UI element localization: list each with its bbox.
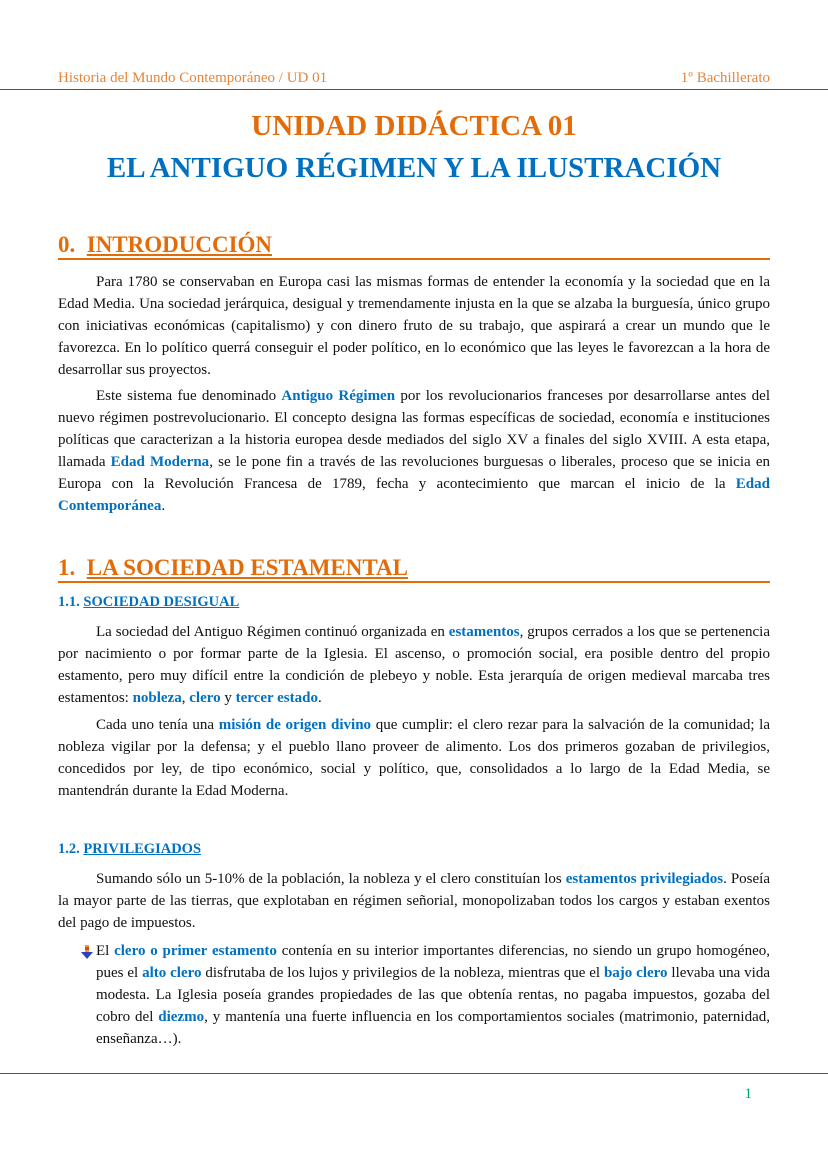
text-run: Sumando sólo un 5-10% de la población, la nobleza y el clero constituían los: [96, 871, 566, 887]
header-level: 1º Bachillerato: [680, 70, 770, 86]
text-run: por los revolucionarios franceses por desarrollarse antes del nuevo régimen postrevolucionario. El concepto designa las formas específicas de sociedad, economía e instituciones políticas que caracterizan a la historia europea desde mediados del siglo XV a finales del siglo XVIII. A esta etapa, llamada: [58, 388, 770, 470]
text-run: Cada uno tenía una: [96, 717, 219, 733]
text-run: que cumplir: el clero rezar para la salvación de la comunidad; la nobleza vigilar por la defensa; y el pueblo llano proveer de alimento. Los dos primeros gozaban de privilegios, concedidos por ley, de tipo económico, social y político, que, consolidados a lo largo de la Edad Media, se mantendrán durante la Edad Moderna.: [58, 717, 770, 799]
text-run: . Poseía la mayor parte de las tierras, que explotaban en régimen señorial, monopolizaban todos los cargos y estaban exentos del pago de impuestos.: [58, 871, 770, 931]
unit-title: UNIDAD DIDÁCTICA 01: [251, 110, 577, 142]
text-run: Para 1780 se conservaban en Europa casi las mismas formas de entender la economía y la sociedad que en la Edad Media. Una sociedad jerárquica, desigual y tremendamente injusta en la que se alzaba la burguesía, único grupo con iniciativas económicas (capitalismo) y con dinero fruto de su trabajo, que aspirará a crear un mundo que le favorezca. En lo político querrá conseguir el poder político, en lo económico que las leyes le favorezcan a la hora de desarrollar sus proyectos.: [58, 274, 770, 378]
text-run: , y mantenía una fuerte influencia en los comportamientos sociales (matrimonio, paternidad, enseñanza…).: [96, 1009, 770, 1047]
highlighted-term: tercer estado: [235, 690, 318, 706]
header-course: Historia del Mundo Contemporáneo / UD 01: [58, 70, 328, 86]
highlighted-term: estamentos privilegiados: [565, 871, 724, 887]
subsection-number: 1.2.: [58, 841, 80, 857]
paragraph: [58, 714, 770, 802]
section-number: 1.: [58, 555, 76, 580]
text-run: y: [220, 690, 236, 706]
unit-subtitle: EL ANTIGUO RÉGIMEN Y LA ILUSTRACIÓN: [106, 152, 722, 184]
paragraph: [58, 271, 770, 381]
text-run: , grupos cerrados a los que se pertenencia por nacimiento o por formar parte de la Iglesia. El ascenso, o promoción social, era posible dentro del propio estamento, pero muy difícil entre la condición de plebeyo y noble. Esta jerarquía de origen medieval marcaba tres estamentos:: [58, 624, 770, 706]
text-run: El: [96, 943, 115, 959]
subsection-heading-privilegiados: [58, 841, 201, 858]
paragraph: [58, 868, 770, 934]
section-heading-sociedad-estamental: [58, 555, 770, 583]
highlighted-term: clero: [189, 690, 221, 706]
highlighted-term: Edad Contemporánea: [58, 476, 770, 514]
section-number: 0.: [58, 232, 76, 257]
running-header: [58, 70, 770, 87]
highlighted-term: diezmo: [158, 1009, 205, 1025]
text-run: Este sistema fue denominado: [96, 388, 282, 404]
highlighted-term: alto clero: [142, 965, 202, 981]
text-run: .: [317, 690, 322, 706]
subsection-number: 1.1.: [58, 594, 80, 610]
section-heading-introduccion: [58, 232, 770, 260]
highlighted-term: estamentos: [448, 624, 520, 640]
highlighted-term: Edad Moderna: [110, 454, 210, 470]
subsection-heading-sociedad-desigual: [58, 594, 239, 611]
subsection-label: PRIVILEGIADOS: [83, 841, 202, 857]
text-run: ,: [181, 690, 190, 706]
section-label: LA SOCIEDAD ESTAMENTAL: [86, 555, 408, 580]
subsection-label: SOCIEDAD DESIGUAL: [83, 594, 240, 610]
section-label: INTRODUCCIÓN: [86, 232, 273, 257]
highlighted-term: bajo clero: [603, 965, 668, 981]
text-run: disfrutaba de los lujos y privilegios de la nobleza, mientras que el: [201, 965, 604, 981]
highlighted-term: nobleza: [132, 690, 182, 706]
bullet-paragraph: [96, 940, 770, 1050]
text-run: , se le pone fin a través de las revoluciones burguesas o liberales, proceso que se inicia en Europa con la Revolución Francesa de 1789, fecha y acontecimiento que marcan el inicio de la: [58, 454, 770, 492]
header-divider: [0, 89, 828, 90]
page-number: 1: [744, 1086, 752, 1102]
highlighted-term: misión de origen divino: [218, 717, 372, 733]
paragraph: [58, 385, 770, 517]
text-run: La sociedad del Antiguo Régimen continuó organizada en: [96, 624, 449, 640]
highlighted-term: clero o primer estamento: [114, 943, 277, 959]
highlighted-term: Antiguo Régimen: [281, 388, 396, 404]
footer-divider: [0, 1073, 828, 1074]
paragraph: [58, 621, 770, 709]
text-run: .: [161, 498, 166, 514]
bullet-arrow-icon: [80, 944, 94, 960]
text-run: llevaba una vida modesta. La Iglesia poseía grandes propiedades de las que obtenía rentas, no pagaba impuestos, gozaba del cobro del: [96, 965, 770, 1025]
text-run: contenía en su interior importantes diferencias, no siendo un grupo homogéneo, pues el: [96, 943, 770, 981]
